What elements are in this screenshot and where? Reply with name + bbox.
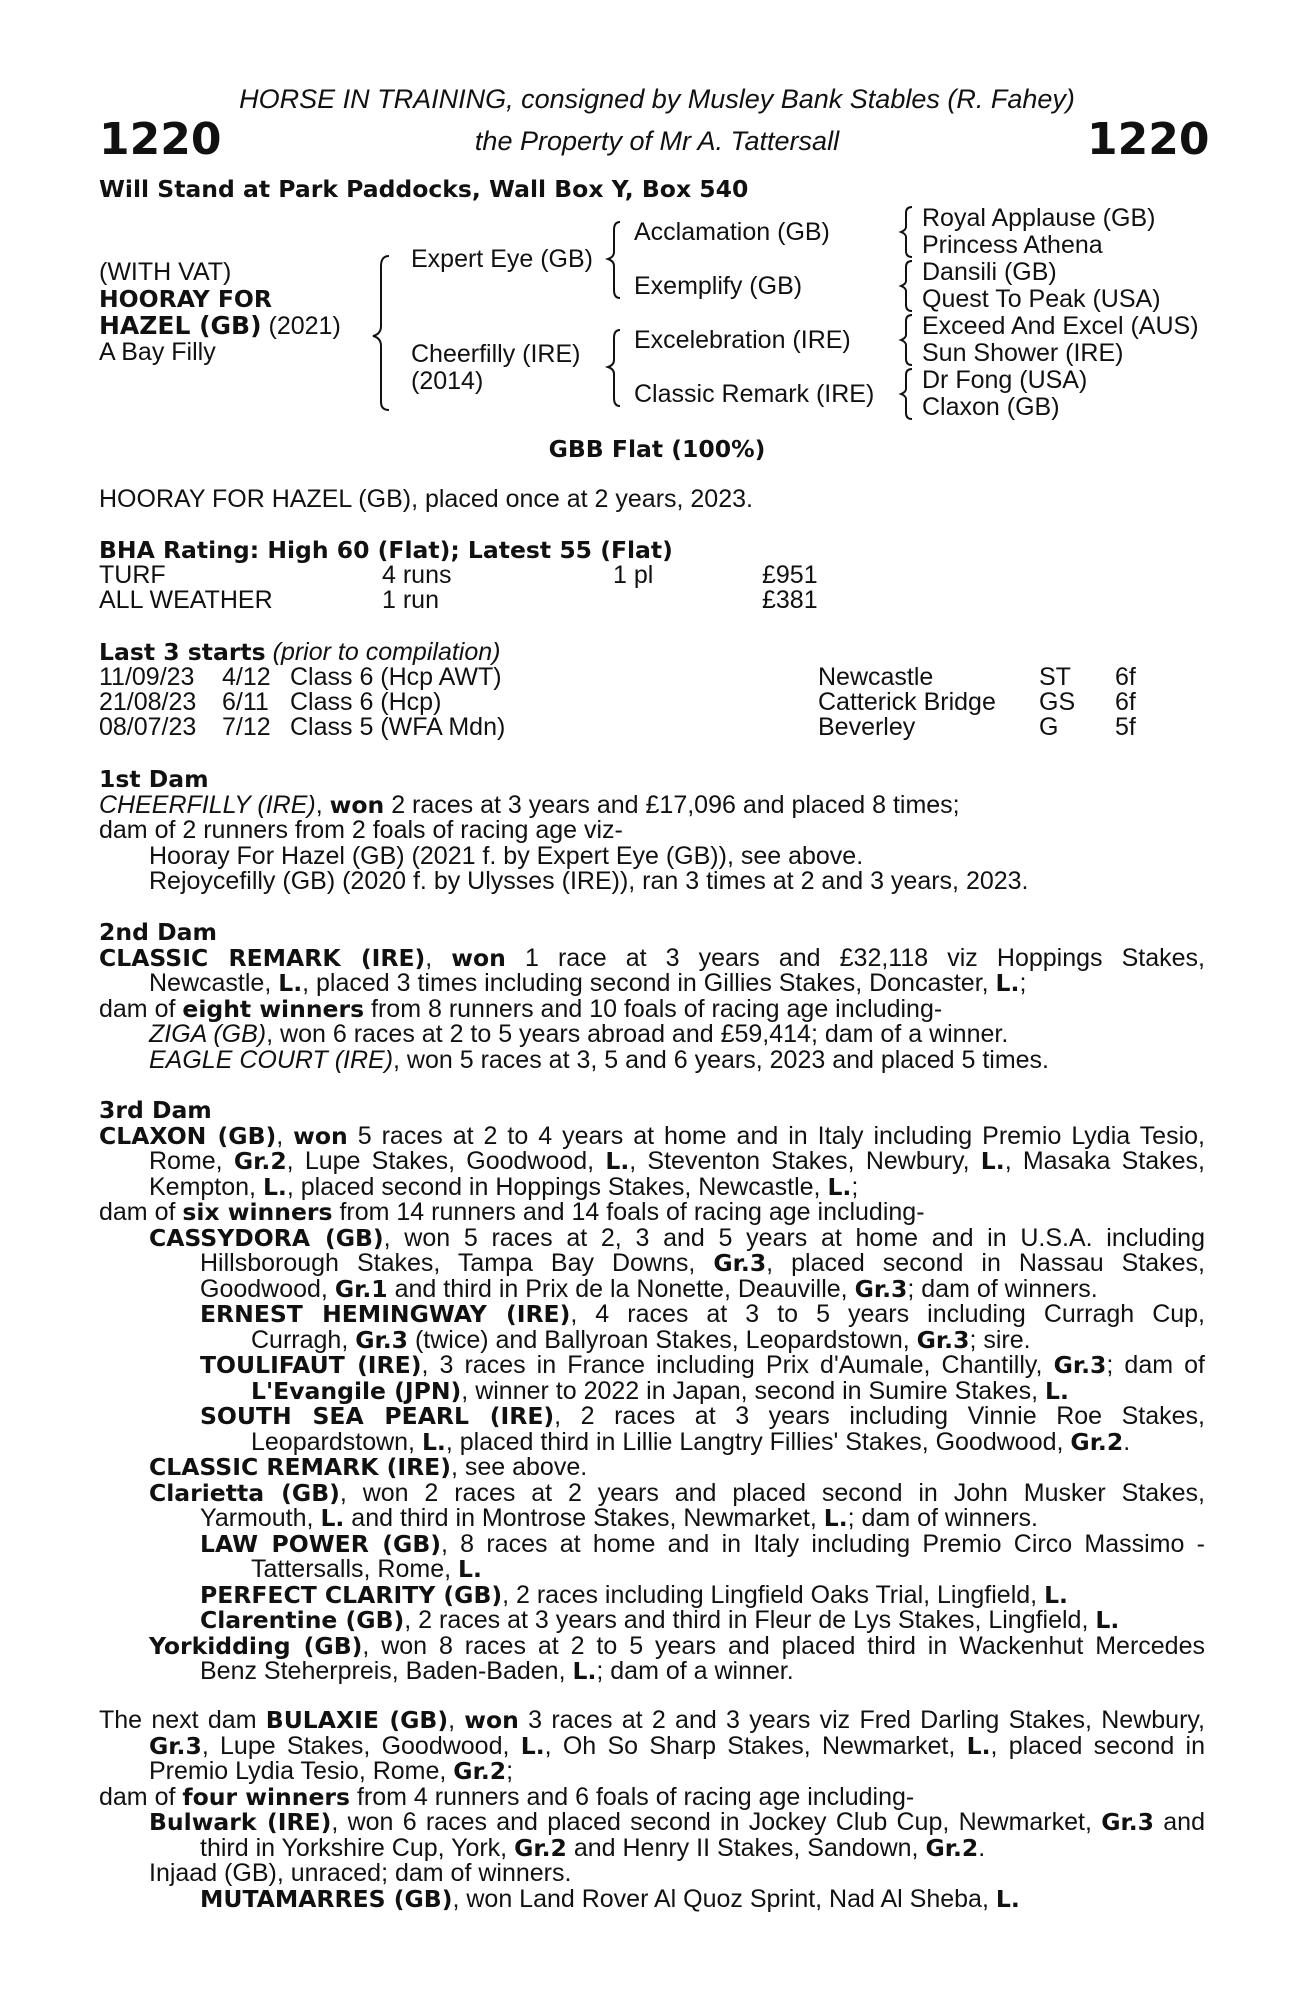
bold-text: L. (458, 1555, 482, 1583)
text-run: . (1123, 1427, 1131, 1456)
pedigree-line (99, 841, 1205, 870)
bold-text: L. (421, 1427, 446, 1456)
bold-text: L. (827, 1172, 852, 1201)
rating-row-earnings: £951 (762, 561, 818, 589)
start-date: 08/07/23 (99, 713, 197, 741)
bold-text: CLAXON (GB) (99, 1121, 277, 1150)
pedigree-line (99, 1759, 1205, 1785)
text-run: 3 races at 2 and 3 years viz Fred Darling Stakes, Newbury, (518, 1706, 1205, 1734)
pedigree-line (99, 1302, 1205, 1328)
text-run: , won 6 races at 2 to 5 years abroad and £59,414; dam of a winner. (266, 1020, 1009, 1048)
pedigree-line (99, 1557, 1205, 1583)
bold-text: PERFECT CLARITY (GB) (200, 1580, 503, 1609)
pedigree-line (99, 1325, 1205, 1354)
italic-text: ZIGA (GB) (149, 1020, 267, 1048)
dam-name: Cheerfilly (IRE) (411, 340, 581, 368)
text-run: , won 5 races at 2, 3 and 5 years at home and in U.S.A. including (383, 1223, 1205, 1252)
text-run: . (978, 1833, 986, 1862)
start-distance: 6f (1115, 663, 1136, 691)
pedigree-line (99, 1172, 1205, 1201)
bold-text: L. (980, 1147, 1005, 1175)
bold-text: L. (995, 969, 1020, 997)
rating-row-surface: ALL WEATHER (99, 586, 273, 614)
pedigree-line (99, 1506, 1205, 1532)
bold-text: Yorkidding (GB) (149, 1631, 363, 1660)
bold-text: L. (995, 1884, 1020, 1913)
start-course: Newcastle (818, 663, 934, 691)
horse-description: A Bay Filly (99, 338, 216, 366)
start-distance: 5f (1115, 713, 1136, 741)
bold-text: six winners (182, 1198, 333, 1226)
g3-ancestor: Dansili (GB) (922, 258, 1057, 286)
text-run: Curragh, (251, 1325, 356, 1354)
text-run: Rome, (149, 1147, 234, 1175)
bold-text: Gr.3 (1053, 1351, 1107, 1379)
dam-sire-name: Excelebration (IRE) (634, 326, 851, 354)
text-run: Kempton, (149, 1172, 263, 1201)
text-run: , Steventon Stakes, Newbury, (629, 1147, 981, 1175)
text-run: Yarmouth, (200, 1504, 321, 1532)
text-run: 1 race at 3 years and £32,118 viz Hoppings Stakes, (505, 943, 1205, 972)
pedigree-line (99, 1121, 1205, 1150)
horse-name-line1: HOORAY FOR (99, 285, 272, 313)
first-dam-section (99, 767, 1205, 895)
bold-text: Gr.3 (713, 1249, 767, 1277)
pedigree-line (99, 1782, 1205, 1811)
bold-text: L. (1044, 1580, 1068, 1609)
pedigree-line (99, 818, 1205, 844)
bold-text: won (293, 1121, 348, 1150)
text-run: ; dam of winners. (847, 1504, 1038, 1532)
text-run: dam of (99, 1782, 183, 1811)
text-run: , placed third in Lillie Langtry Fillies' Stakes, Goodwood, (445, 1427, 1071, 1456)
bold-text: L. (605, 1147, 630, 1175)
bold-text: Bulwark (IRE) (149, 1808, 332, 1836)
bold-text: eight winners (182, 994, 365, 1023)
text-run: from 4 runners and 6 foals of racing age including- (350, 1782, 915, 1811)
pedigree-line (99, 1731, 1206, 1760)
bold-text: won (464, 1706, 519, 1734)
pedigree-line (99, 1022, 1205, 1048)
bold-text: L'Evangile (JPN) (251, 1376, 462, 1405)
bold-text: CASSYDORA (GB) (149, 1223, 384, 1252)
bold-text: L. (320, 1504, 345, 1532)
pedigree-line (99, 1223, 1205, 1252)
bold-text: Gr.3 (149, 1731, 202, 1760)
brace-sire-sire (901, 207, 912, 257)
bold-text: BULAXIE (GB) (265, 1706, 449, 1734)
pedigree-line (99, 1376, 1205, 1405)
text-run: , 2 races including Lingfield Oaks Trial, Lingfield, (502, 1580, 1045, 1609)
g3-ancestor: Sun Shower (IRE) (922, 339, 1124, 367)
text-run: , won 8 races at 2 to 5 years and placed third in Wackenhut Mercedes (362, 1631, 1205, 1660)
bold-text: L. (572, 1657, 597, 1685)
start-date: 21/08/23 (99, 688, 197, 716)
pedigree-line (99, 1455, 1205, 1481)
text-run: and (1154, 1808, 1205, 1836)
bold-text: Gr.3 (854, 1274, 908, 1303)
text-run: , won Land Rover Al Quoz Sprint, Nad Al Sheba, (452, 1884, 996, 1913)
text-run: dam of 2 runners from 2 foals of racing age viz- (99, 816, 623, 844)
start-date: 11/09/23 (99, 663, 195, 691)
g3-ancestor: Dr Fong (USA) (922, 366, 1088, 394)
text-run: ; (506, 1757, 514, 1785)
text-run: Newcastle, (149, 969, 279, 997)
third-dam-title: 3rd Dam (99, 1096, 212, 1124)
text-run: ; dam of (1106, 1351, 1205, 1379)
text-run: dam of (99, 994, 183, 1023)
pedigree-line (99, 1708, 1205, 1734)
text-run: Tattersalls, Rome, (251, 1555, 459, 1583)
text-run: , Lupe Stakes, Goodwood, (286, 1147, 606, 1175)
start-distance: 6f (1115, 688, 1136, 716)
sire-name: Expert Eye (GB) (411, 245, 593, 273)
text-run: 5 races at 2 to 4 years at home and in Italy including Premio Lydia Tesio, (347, 1121, 1205, 1150)
pedigree-line (99, 1427, 1205, 1456)
italic-text: EAGLE COURT (IRE) (149, 1045, 394, 1074)
brace-dam-sire (901, 315, 912, 365)
pedigree-line (99, 1631, 1205, 1660)
bold-text: TOULIFAUT (IRE) (200, 1351, 422, 1379)
bold-text: ERNEST HEMINGWAY (IRE) (200, 1300, 571, 1328)
bold-text: Gr.1 (334, 1274, 388, 1303)
bold-text: Gr.2 (1070, 1427, 1124, 1456)
bold-text: L. (520, 1731, 545, 1760)
bold-text: Gr.2 (925, 1833, 979, 1862)
text-run: Hillsborough Stakes, Tampa Bay Downs, (200, 1249, 714, 1277)
summary-line: HOORAY FOR HAZEL (GB), placed once at 2 years, 2023. (99, 485, 753, 513)
bold-text: Gr.3 (916, 1325, 970, 1354)
text-run: , 4 races at 3 to 5 years including Curragh Cup, (570, 1300, 1206, 1328)
rating-row-earnings: £381 (762, 586, 818, 614)
text-run: , placed second in (990, 1731, 1206, 1760)
text-run: , Masaka Stakes, (1004, 1147, 1205, 1175)
horse-year: (2021) (268, 312, 341, 340)
text-run: The next dam (99, 1706, 266, 1734)
second-dam-title: 2nd Dam (99, 918, 217, 946)
text-run: (twice) and Ballyroan Stakes, Leopardstown, (408, 1325, 917, 1354)
pedigree-line (99, 943, 1205, 972)
text-run: from 8 runners and 10 foals of racing age including- (364, 994, 943, 1023)
start-going: GS (1039, 688, 1076, 716)
sire-sire-name: Acclamation (GB) (634, 218, 830, 246)
text-run: dam of (99, 1198, 183, 1226)
text-run: , see above. (450, 1453, 588, 1481)
text-run: , placed 3 times including second in Gillies Stakes, Doncaster, (302, 969, 996, 997)
start-position: 7/12 (222, 713, 271, 741)
consignor-line: HORSE IN TRAINING, consigned by Musley Bank Stables (R. Fahey) (239, 84, 1075, 114)
bold-text: Gr.2 (453, 1757, 507, 1785)
text-run: , 2 races at 3 years and third in Fleur de Lys Stakes, Lingfield, (404, 1606, 1096, 1634)
start-course: Catterick Bridge (818, 688, 996, 716)
pedigree-line (99, 869, 1205, 895)
bold-text: L. (1095, 1606, 1120, 1634)
pedigree-line (99, 790, 1205, 819)
bold-text: Clarietta (GB) (149, 1478, 340, 1507)
pedigree-line (99, 1833, 1205, 1862)
pedigree-line (99, 1884, 1205, 1913)
text-run: , 8 races at home and in Italy including Premio Circo Massimo - (440, 1529, 1205, 1558)
bold-text: Clarentine (GB) (200, 1606, 405, 1634)
second-dam-section (99, 920, 1205, 1073)
text-run: , placed second in Hoppings Stakes, Newcastle, (286, 1172, 828, 1201)
pedigree-line (99, 1251, 1205, 1277)
text-run: ; dam of winners. (907, 1274, 1098, 1303)
bold-text: LAW POWER (GB) (200, 1529, 441, 1558)
lot-number-right: 1220 (1087, 114, 1210, 165)
lot-number-left: 1220 (99, 114, 222, 165)
horse-name-part2: HAZEL (GB) (99, 311, 262, 340)
location-line: Will Stand at Park Paddocks, Wall Box Y, Box 540 (99, 175, 749, 203)
rating-row-runs: 4 runs (382, 561, 452, 589)
text-run: , won 2 races at 2 years and placed second in John Musker Stakes, (339, 1478, 1205, 1507)
text-run: Premio Lydia Tesio, Rome, (149, 1757, 454, 1785)
text-run: , (425, 943, 452, 972)
text-run: , (276, 1121, 294, 1150)
text-run: , (448, 1706, 465, 1734)
pedigree-line (99, 1810, 1205, 1836)
last-starts-title: Last 3 starts (99, 638, 266, 666)
bold-text: Gr.2 (233, 1147, 287, 1175)
text-run: and Henry II Stakes, Sandown, (566, 1833, 926, 1862)
bold-text: Gr.3 (355, 1325, 409, 1354)
sire-dam-name: Exemplify (GB) (634, 272, 803, 300)
bold-text: won (451, 943, 506, 972)
pedigree-line (99, 1353, 1205, 1379)
owner-line: the Property of Mr A. Tattersall (474, 126, 840, 156)
text-run: third in Yorkshire Cup, York, (200, 1833, 515, 1862)
bold-text: L. (262, 1172, 287, 1201)
third-dam-section (99, 1098, 1205, 1685)
dam-year: (2014) (411, 367, 484, 395)
bha-rating-title: BHA Rating: High 60 (Flat); Latest 55 (Flat) (99, 536, 673, 564)
rating-row-placings: 1 pl (613, 561, 654, 589)
text-run: , won 6 races and placed second in Jockey Club Cup, Newmarket, (331, 1808, 1102, 1836)
start-course: Beverley (818, 713, 916, 741)
bold-text: four winners (182, 1782, 350, 1811)
pedigree-line (99, 994, 1205, 1023)
bold-text: L. (278, 969, 303, 997)
vat-note: (WITH VAT) (99, 258, 232, 286)
bold-text: L. (823, 1504, 848, 1532)
next-dam-section (99, 1708, 1205, 1912)
gbb-status: GBB Flat (100%) (548, 435, 766, 463)
bold-text: Gr.3 (1101, 1808, 1155, 1836)
text-run: Leopardstown, (251, 1427, 422, 1456)
last-starts-note: (prior to compilation) (272, 638, 501, 666)
text-run: , 3 races in France including Prix d'Aumale, Chantilly, (421, 1351, 1054, 1379)
rating-row-surface: TURF (99, 561, 166, 589)
bold-text: CLASSIC REMARK (IRE) (99, 943, 426, 972)
pedigree-line (99, 1404, 1205, 1430)
text-run: Rejoycefilly (GB) (2020 f. by Ulysses (IRE)), ran 3 times at 2 and 3 years, 2023. (149, 867, 1029, 895)
text-run: , placed second in Nassau Stakes, (766, 1249, 1205, 1277)
bold-text: L. (966, 1731, 991, 1760)
pedigree-line (99, 1045, 1205, 1074)
g3-ancestor: Royal Applause (GB) (922, 204, 1156, 232)
text-run: and third in Prix de la Nonette, Deauville, (387, 1274, 855, 1303)
start-race: Class 6 (Hcp AWT) (290, 663, 502, 691)
start-position: 4/12 (222, 663, 271, 691)
pedigree-line (99, 1580, 1205, 1609)
text-run: , 2 races at 3 years including Vinnie Roe Stakes, (554, 1402, 1205, 1430)
pedigree-line (99, 1200, 1205, 1226)
g3-ancestor: Princess Athena (922, 231, 1103, 259)
bold-text: MUTAMARRES (GB) (200, 1884, 453, 1913)
text-run: from 14 runners and 14 foals of racing age including- (332, 1198, 925, 1226)
text-run: ; (851, 1172, 859, 1201)
text-run: , winner to 2022 in Japan, second in Sumire Stakes, (461, 1376, 1045, 1405)
g3-ancestor: Claxon (GB) (922, 393, 1060, 421)
italic-text: CHEERFILLY (IRE) (99, 790, 316, 819)
text-run: ; sire. (969, 1325, 1031, 1354)
bold-text: Gr.2 (514, 1833, 567, 1862)
bold-text: SOUTH SEA PEARL (IRE) (200, 1402, 555, 1430)
pedigree-line (99, 1529, 1205, 1558)
text-run: and third in Montrose Stakes, Newmarket, (344, 1504, 824, 1532)
pedigree-line (99, 971, 1205, 997)
start-going: G (1039, 713, 1059, 741)
text-run: , Oh So Sharp Stakes, Newmarket, (544, 1731, 967, 1760)
text-run: Goodwood, (200, 1274, 335, 1303)
pedigree-braces (0, 0, 1314, 450)
text-run: Injaad (GB), unraced; dam of winners. (149, 1859, 572, 1887)
text-run: , Lupe Stakes, Goodwood, (201, 1731, 521, 1760)
bold-text: CLASSIC REMARK (IRE) (149, 1453, 451, 1481)
text-run: 2 races at 3 years and £17,096 and placed 8 times; (384, 790, 960, 819)
text-run: Hooray For Hazel (GB) (2021 f. by Expert Eye (GB)), see above. (149, 841, 864, 870)
pedigree-line (99, 1274, 1205, 1303)
first-dam-title: 1st Dam (99, 765, 209, 793)
dam-dam-name: Classic Remark (IRE) (634, 380, 875, 408)
start-going: ST (1039, 663, 1071, 691)
g3-ancestor: Exceed And Excel (AUS) (922, 312, 1199, 340)
pedigree-line (99, 1608, 1205, 1634)
start-race: Class 5 (WFA Mdn) (290, 713, 506, 741)
pedigree-line (99, 1861, 1205, 1887)
start-position: 6/11 (222, 688, 269, 716)
text-run: ; (1019, 969, 1027, 997)
pedigree-line (99, 1659, 1205, 1685)
brace-sire (608, 222, 620, 298)
text-run: , (315, 790, 330, 819)
text-run: , won 5 races at 3, 5 and 6 years, 2023 and placed 5 times. (393, 1045, 1049, 1074)
bold-text: L. (1044, 1376, 1069, 1405)
g3-ancestor: Quest To Peak (USA) (922, 285, 1161, 313)
text-run: ; dam of a winner. (596, 1657, 794, 1685)
start-race: Class 6 (Hcp) (290, 688, 442, 716)
rating-row-runs: 1 run (382, 586, 439, 614)
last-starts-heading (99, 640, 500, 666)
brace-horse (373, 256, 389, 410)
brace-dam (608, 330, 620, 406)
brace-sire-dam (901, 261, 912, 311)
pedigree-line (99, 1478, 1205, 1507)
brace-dam-dam (901, 369, 912, 419)
pedigree-line (99, 1149, 1205, 1175)
text-run: Benz Steherpreis, Baden-Baden, (200, 1657, 573, 1685)
bold-text: won (329, 790, 385, 819)
